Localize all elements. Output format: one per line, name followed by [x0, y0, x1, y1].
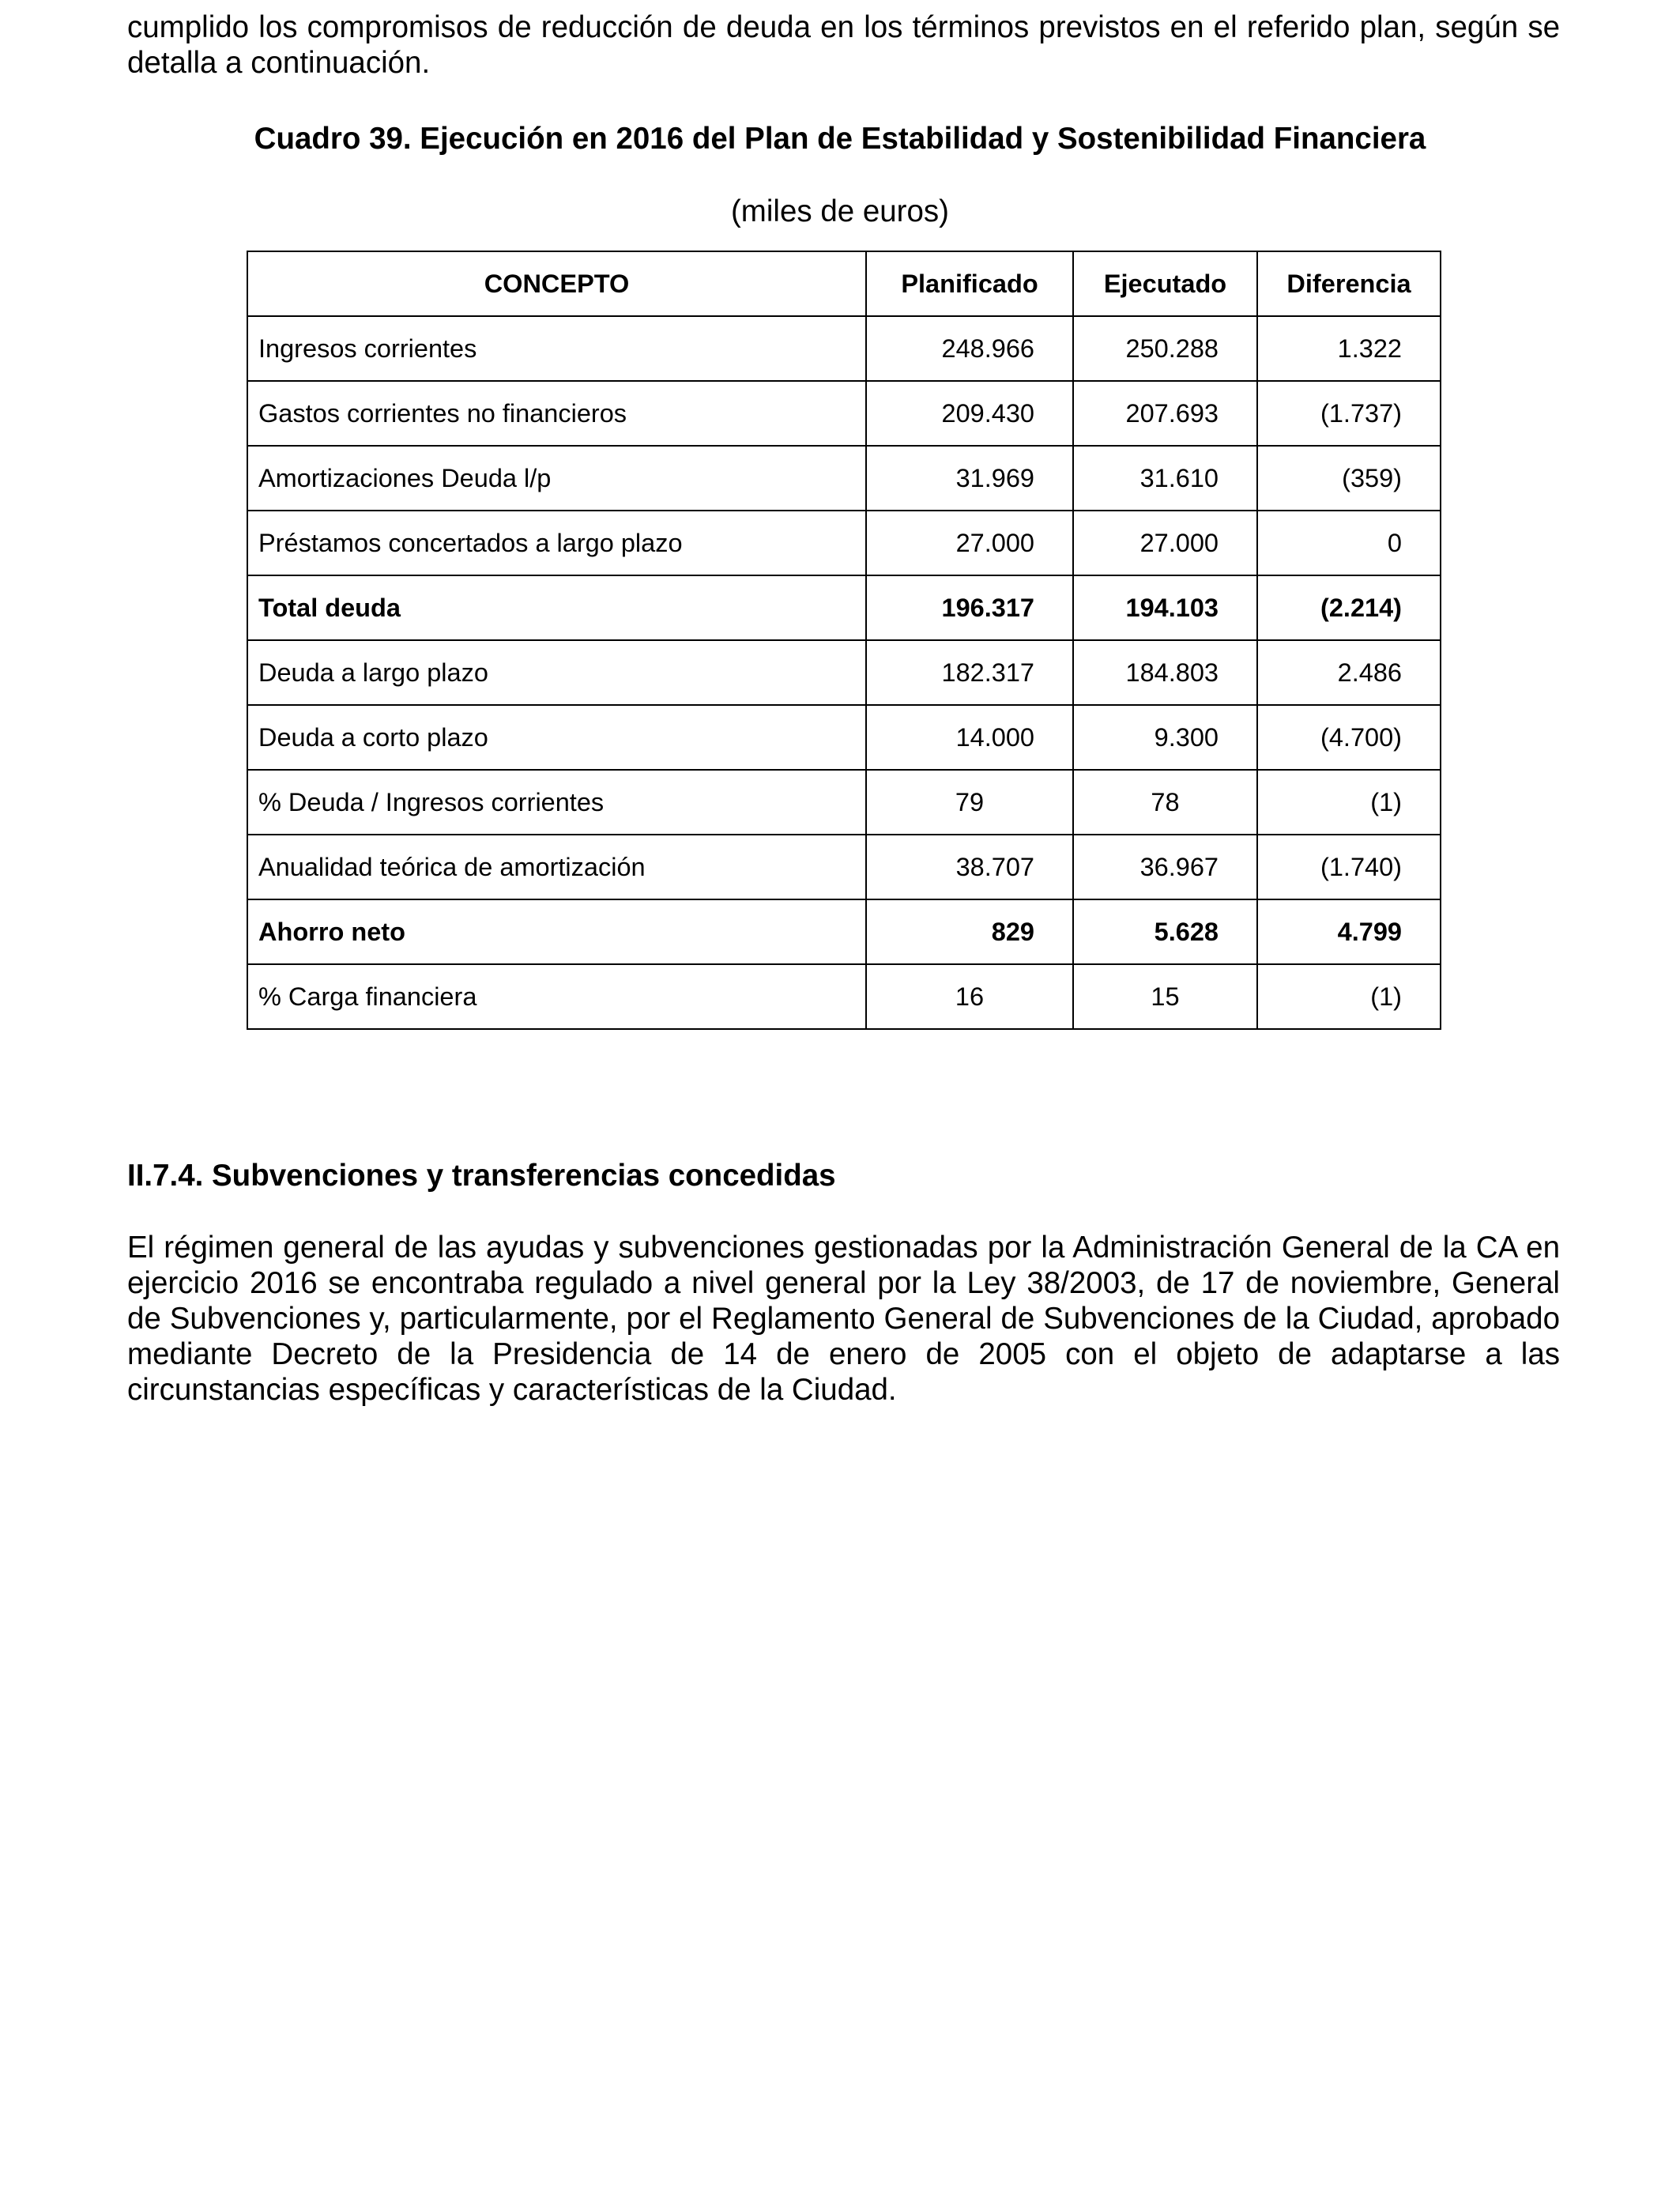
cell-diferencia: (359): [1257, 446, 1441, 511]
cell-ejecutado: 207.693: [1073, 381, 1257, 446]
table-row: [247, 446, 1441, 511]
cell-ejecutado: 250.288: [1073, 316, 1257, 381]
cell-concepto: Ahorro neto: [247, 899, 866, 964]
body-paragraph: El régimen general de las ayudas y subvenciones gestionadas por la Administración General de la CA en ejercicio 2016 se encontraba regulado a nivel general por la Ley 38/2003, de 17 de noviembre, General de Subvenciones y, particularmente, por el Reglamento General de Subvenciones de la Ciudad, aprobado mediante Decreto de la Presidencia de 14 de enero de 2005 con el objeto de adaptarse a las circunstancias específicas y características de la Ciudad.: [127, 1231, 1560, 1407]
cell-ejecutado: 15: [1073, 964, 1257, 1029]
table-unit: (miles de euros): [730, 194, 949, 228]
header-concepto: CONCEPTO: [247, 251, 866, 316]
cell-concepto: Deuda a largo plazo: [247, 640, 866, 705]
header-ejecutado: Ejecutado: [1073, 251, 1257, 316]
cell-diferencia: (4.700): [1257, 705, 1441, 770]
table-row: [247, 835, 1441, 899]
debt-plan-table: [247, 251, 1441, 1030]
cell-concepto: Amortizaciones Deuda l/p: [247, 446, 866, 511]
cell-planificado: 196.317: [866, 575, 1073, 640]
cell-diferencia: 4.799: [1257, 899, 1441, 964]
table-row: [247, 705, 1441, 770]
cell-ejecutado: 9.300: [1073, 705, 1257, 770]
cell-planificado: 14.000: [866, 705, 1073, 770]
cell-diferencia: (1): [1257, 770, 1441, 835]
cell-planificado: 79: [866, 770, 1073, 835]
header-diferencia: Diferencia: [1257, 251, 1441, 316]
cell-concepto: Anualidad teórica de amortización: [247, 835, 866, 899]
section-heading: II.7.4. Subvenciones y transferencias concedidas: [127, 1159, 836, 1193]
table-row-total-deuda: [247, 575, 1441, 640]
cell-diferencia: 0: [1257, 511, 1441, 575]
cell-concepto: Gastos corrientes no financieros: [247, 381, 866, 446]
cell-concepto: Deuda a corto plazo: [247, 705, 866, 770]
cell-planificado: 182.317: [866, 640, 1073, 705]
cell-ejecutado: 27.000: [1073, 511, 1257, 575]
table-row: [247, 511, 1441, 575]
cell-concepto: Préstamos concertados a largo plazo: [247, 511, 866, 575]
cell-ejecutado: 78: [1073, 770, 1257, 835]
cell-ejecutado: 184.803: [1073, 640, 1257, 705]
table-row: [247, 640, 1441, 705]
cell-planificado: 16: [866, 964, 1073, 1029]
cell-concepto: % Deuda / Ingresos corrientes: [247, 770, 866, 835]
table-row: [247, 770, 1441, 835]
cell-ejecutado: 31.610: [1073, 446, 1257, 511]
cell-concepto: % Carga financiera: [247, 964, 866, 1029]
cell-planificado: 27.000: [866, 511, 1073, 575]
cell-planificado: 829: [866, 899, 1073, 964]
cell-diferencia: (1.737): [1257, 381, 1441, 446]
cell-planificado: 31.969: [866, 446, 1073, 511]
cell-diferencia: (1.740): [1257, 835, 1441, 899]
header-planificado: Planificado: [866, 251, 1073, 316]
cell-concepto: Total deuda: [247, 575, 866, 640]
cell-planificado: 209.430: [866, 381, 1073, 446]
cell-planificado: 38.707: [866, 835, 1073, 899]
cell-ejecutado: 194.103: [1073, 575, 1257, 640]
cell-diferencia: 1.322: [1257, 316, 1441, 381]
intro-paragraph: cumplido los compromisos de reducción de deuda en los términos previstos en el referido plan, según se detalla a continuación.: [127, 10, 1560, 80]
cell-diferencia: 2.486: [1257, 640, 1441, 705]
table-row: [247, 381, 1441, 446]
table-row-ahorro-neto: [247, 899, 1441, 964]
cell-diferencia: (1): [1257, 964, 1441, 1029]
cell-concepto: Ingresos corrientes: [247, 316, 866, 381]
cell-planificado: 248.966: [866, 316, 1073, 381]
table-row: [247, 964, 1441, 1029]
cell-ejecutado: 36.967: [1073, 835, 1257, 899]
table-header-row: [247, 251, 1441, 316]
cell-ejecutado: 5.628: [1073, 899, 1257, 964]
cell-diferencia: (2.214): [1257, 575, 1441, 640]
table-row: [247, 316, 1441, 381]
table-title: Cuadro 39. Ejecución en 2016 del Plan de Estabilidad y Sostenibilidad Financiera: [254, 122, 1426, 156]
